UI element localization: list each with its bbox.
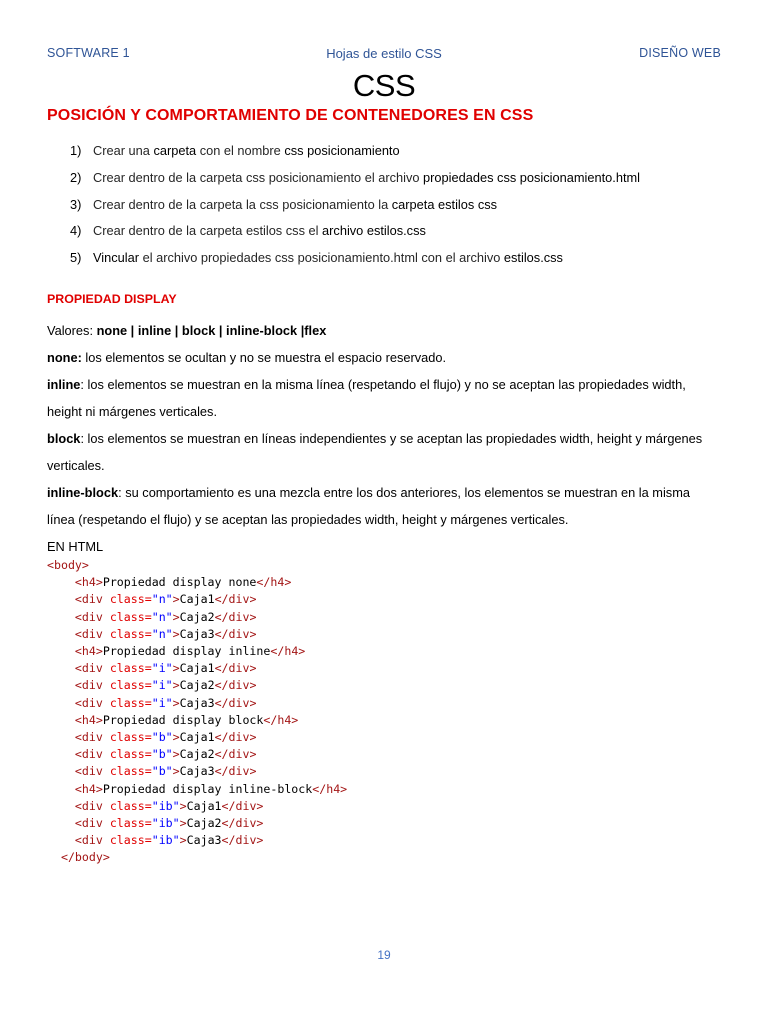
code-line: <h4>Propiedad display inline-block</h4> — [74, 781, 348, 796]
header-center: Hojas de estilo CSS — [326, 46, 442, 61]
step-item: 3) Crear dentro de la carpeta la css posicionamiento la carpeta estilos css — [70, 196, 498, 212]
header-right: DISEÑO WEB — [639, 46, 721, 60]
step-item: 4) Crear dentro de la carpeta estilos css el archivo estilos.css — [70, 223, 426, 239]
code-line: <div class="i">Caja3</div> — [74, 695, 257, 710]
inline-block-description: inline-block: su comportamiento es una mezcla entre los dos anteriores, los elementos se muestran en la misma línea (respetando el flujo) y se aceptan las propiedades width, height y márgenes verticales. — [47, 485, 690, 527]
code-line: <div class="n">Caja2</div> — [74, 609, 257, 624]
html-code-block — [47, 557, 347, 867]
code-line: <div class="b">Caja3</div> — [74, 764, 257, 779]
code-line: <h4>Propiedad display none</h4> — [74, 575, 292, 590]
code-line: <div class="ib">Caja3</div> — [74, 833, 264, 848]
code-line: </body> — [60, 850, 110, 865]
code-line: <div class="ib">Caja1</div> — [74, 798, 264, 813]
code-line: <div class="ib">Caja2</div> — [74, 816, 264, 831]
block-description: block: los elementos se muestran en líneas independientes y se aceptan las propiedades width, height y márgenes verticales. — [47, 431, 703, 473]
page-title: CSS — [352, 68, 416, 103]
step-item: 2) Crear dentro de la carpeta css posicionamiento el archivo propiedades css posicionamiento.html — [70, 169, 641, 185]
code-line: <h4>Propiedad display inline</h4> — [74, 644, 306, 659]
values-line: Valores: none | inline | block | inline-block |flex — [47, 323, 327, 338]
step-item: 1) Crear una carpeta con el nombre css posicionamiento — [70, 143, 400, 158]
code-line: <div class="n">Caja1</div> — [74, 592, 257, 607]
en-html-label: EN HTML — [47, 539, 104, 554]
display-heading: PROPIEDAD DISPLAY — [47, 292, 177, 306]
code-line: <h4>Propiedad display block</h4> — [74, 712, 299, 727]
code-line: <body> — [47, 558, 89, 572]
code-line: <div class="i">Caja2</div> — [74, 678, 257, 693]
display-section — [47, 290, 721, 560]
header-left: SOFTWARE 1 — [47, 46, 130, 60]
page-header — [47, 46, 721, 64]
code-line: <div class="n">Caja3</div> — [74, 626, 257, 641]
code-line: <div class="b">Caja1</div> — [74, 730, 257, 745]
section-title: POSICIÓN Y COMPORTAMIENTO DE CONTENEDORES EN CSS — [47, 107, 534, 124]
code-line: <div class="b">Caja2</div> — [74, 747, 257, 762]
step-item: 5) Vincular el archivo propiedades css posicionamiento.html con el archivo estilos.css — [70, 250, 563, 266]
page-number: 19 — [377, 948, 391, 962]
steps-list — [70, 142, 640, 276]
none-description: none: los elementos se ocultan y no se muestra el espacio reservado. — [47, 350, 447, 365]
inline-description: inline: los elementos se muestran en la misma línea (respetando el flujo) y no se aceptan las propiedades width, height ni márgenes verticales. — [47, 377, 686, 419]
code-line: <div class="i">Caja1</div> — [74, 661, 257, 676]
